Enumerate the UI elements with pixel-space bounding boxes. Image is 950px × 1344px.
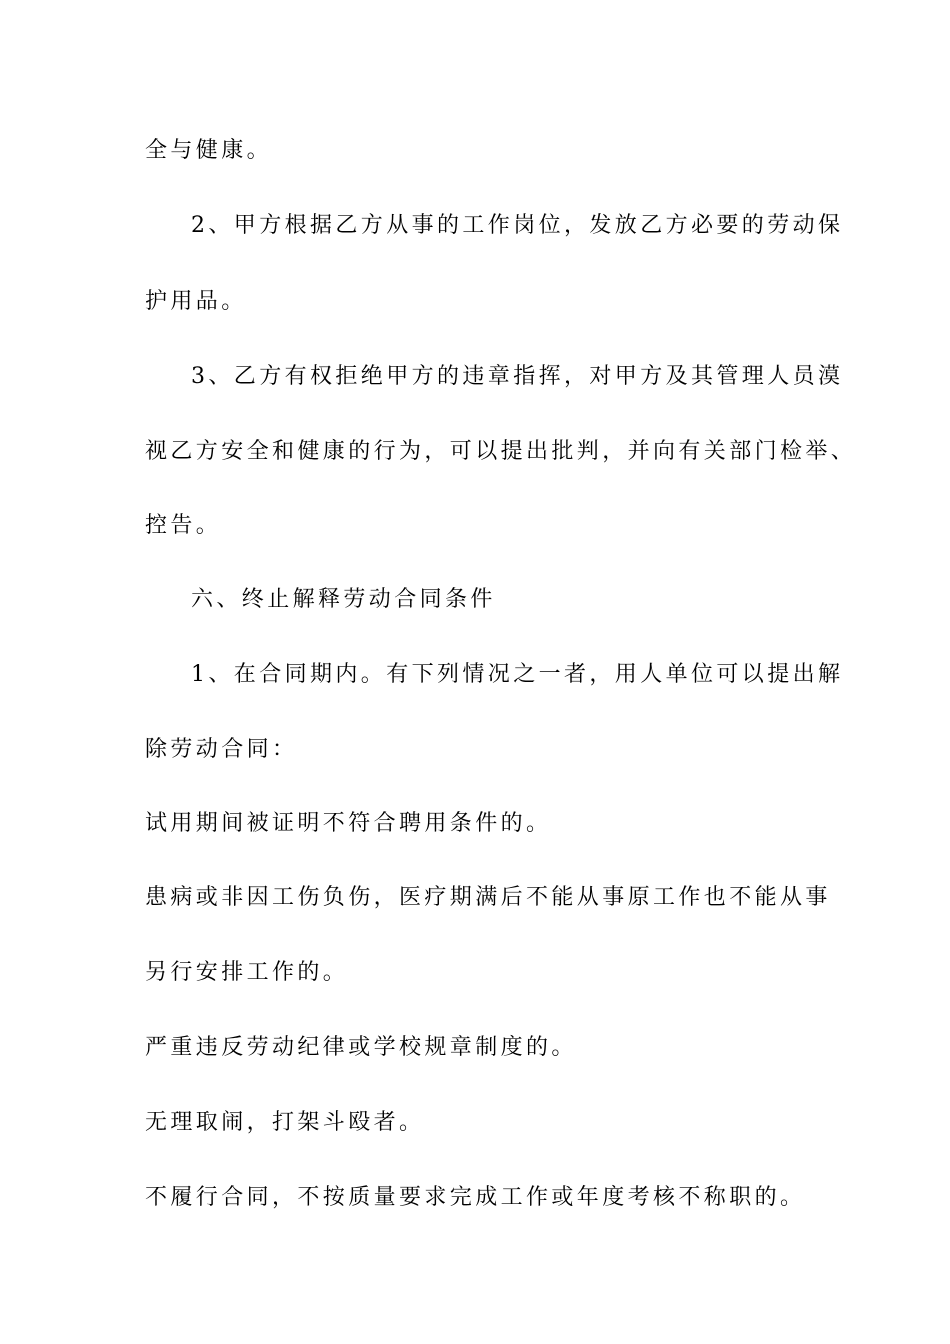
text-line: 全与健康。 <box>145 138 273 163</box>
list-item: 患病或非因工伤负伤，医疗期满后不能从事原工作也不能从事 <box>145 885 831 910</box>
text-line: 另行安排工作的。 <box>145 960 349 985</box>
list-item: 无理取闹，打架斗殴者。 <box>145 1110 425 1135</box>
list-item: 不履行合同，不按质量要求完成工作或年度考核不称职的。 <box>145 1185 806 1210</box>
list-item: 严重违反劳动纪律或学校规章制度的。 <box>145 1035 577 1060</box>
text-line: 1、在合同期内。有下列情况之一者，用人单位可以提出解 <box>191 662 844 687</box>
section-heading: 六、终止解释劳动合同条件 <box>191 587 496 612</box>
text-line: 3、乙方有权拒绝甲方的违章指挥，对甲方及其管理人员漠 <box>191 364 844 389</box>
text-line: 除劳动合同： <box>145 737 298 762</box>
text-line: 护用品。 <box>145 289 247 314</box>
text-line: 视乙方安全和健康的行为，可以提出批判，并向有关部门检举、 <box>145 439 857 464</box>
text-line: 2、甲方根据乙方从事的工作岗位，发放乙方必要的劳动保 <box>191 213 844 238</box>
list-item: 试用期间被证明不符合聘用条件的。 <box>145 811 552 836</box>
text-line: 控告。 <box>145 513 222 538</box>
